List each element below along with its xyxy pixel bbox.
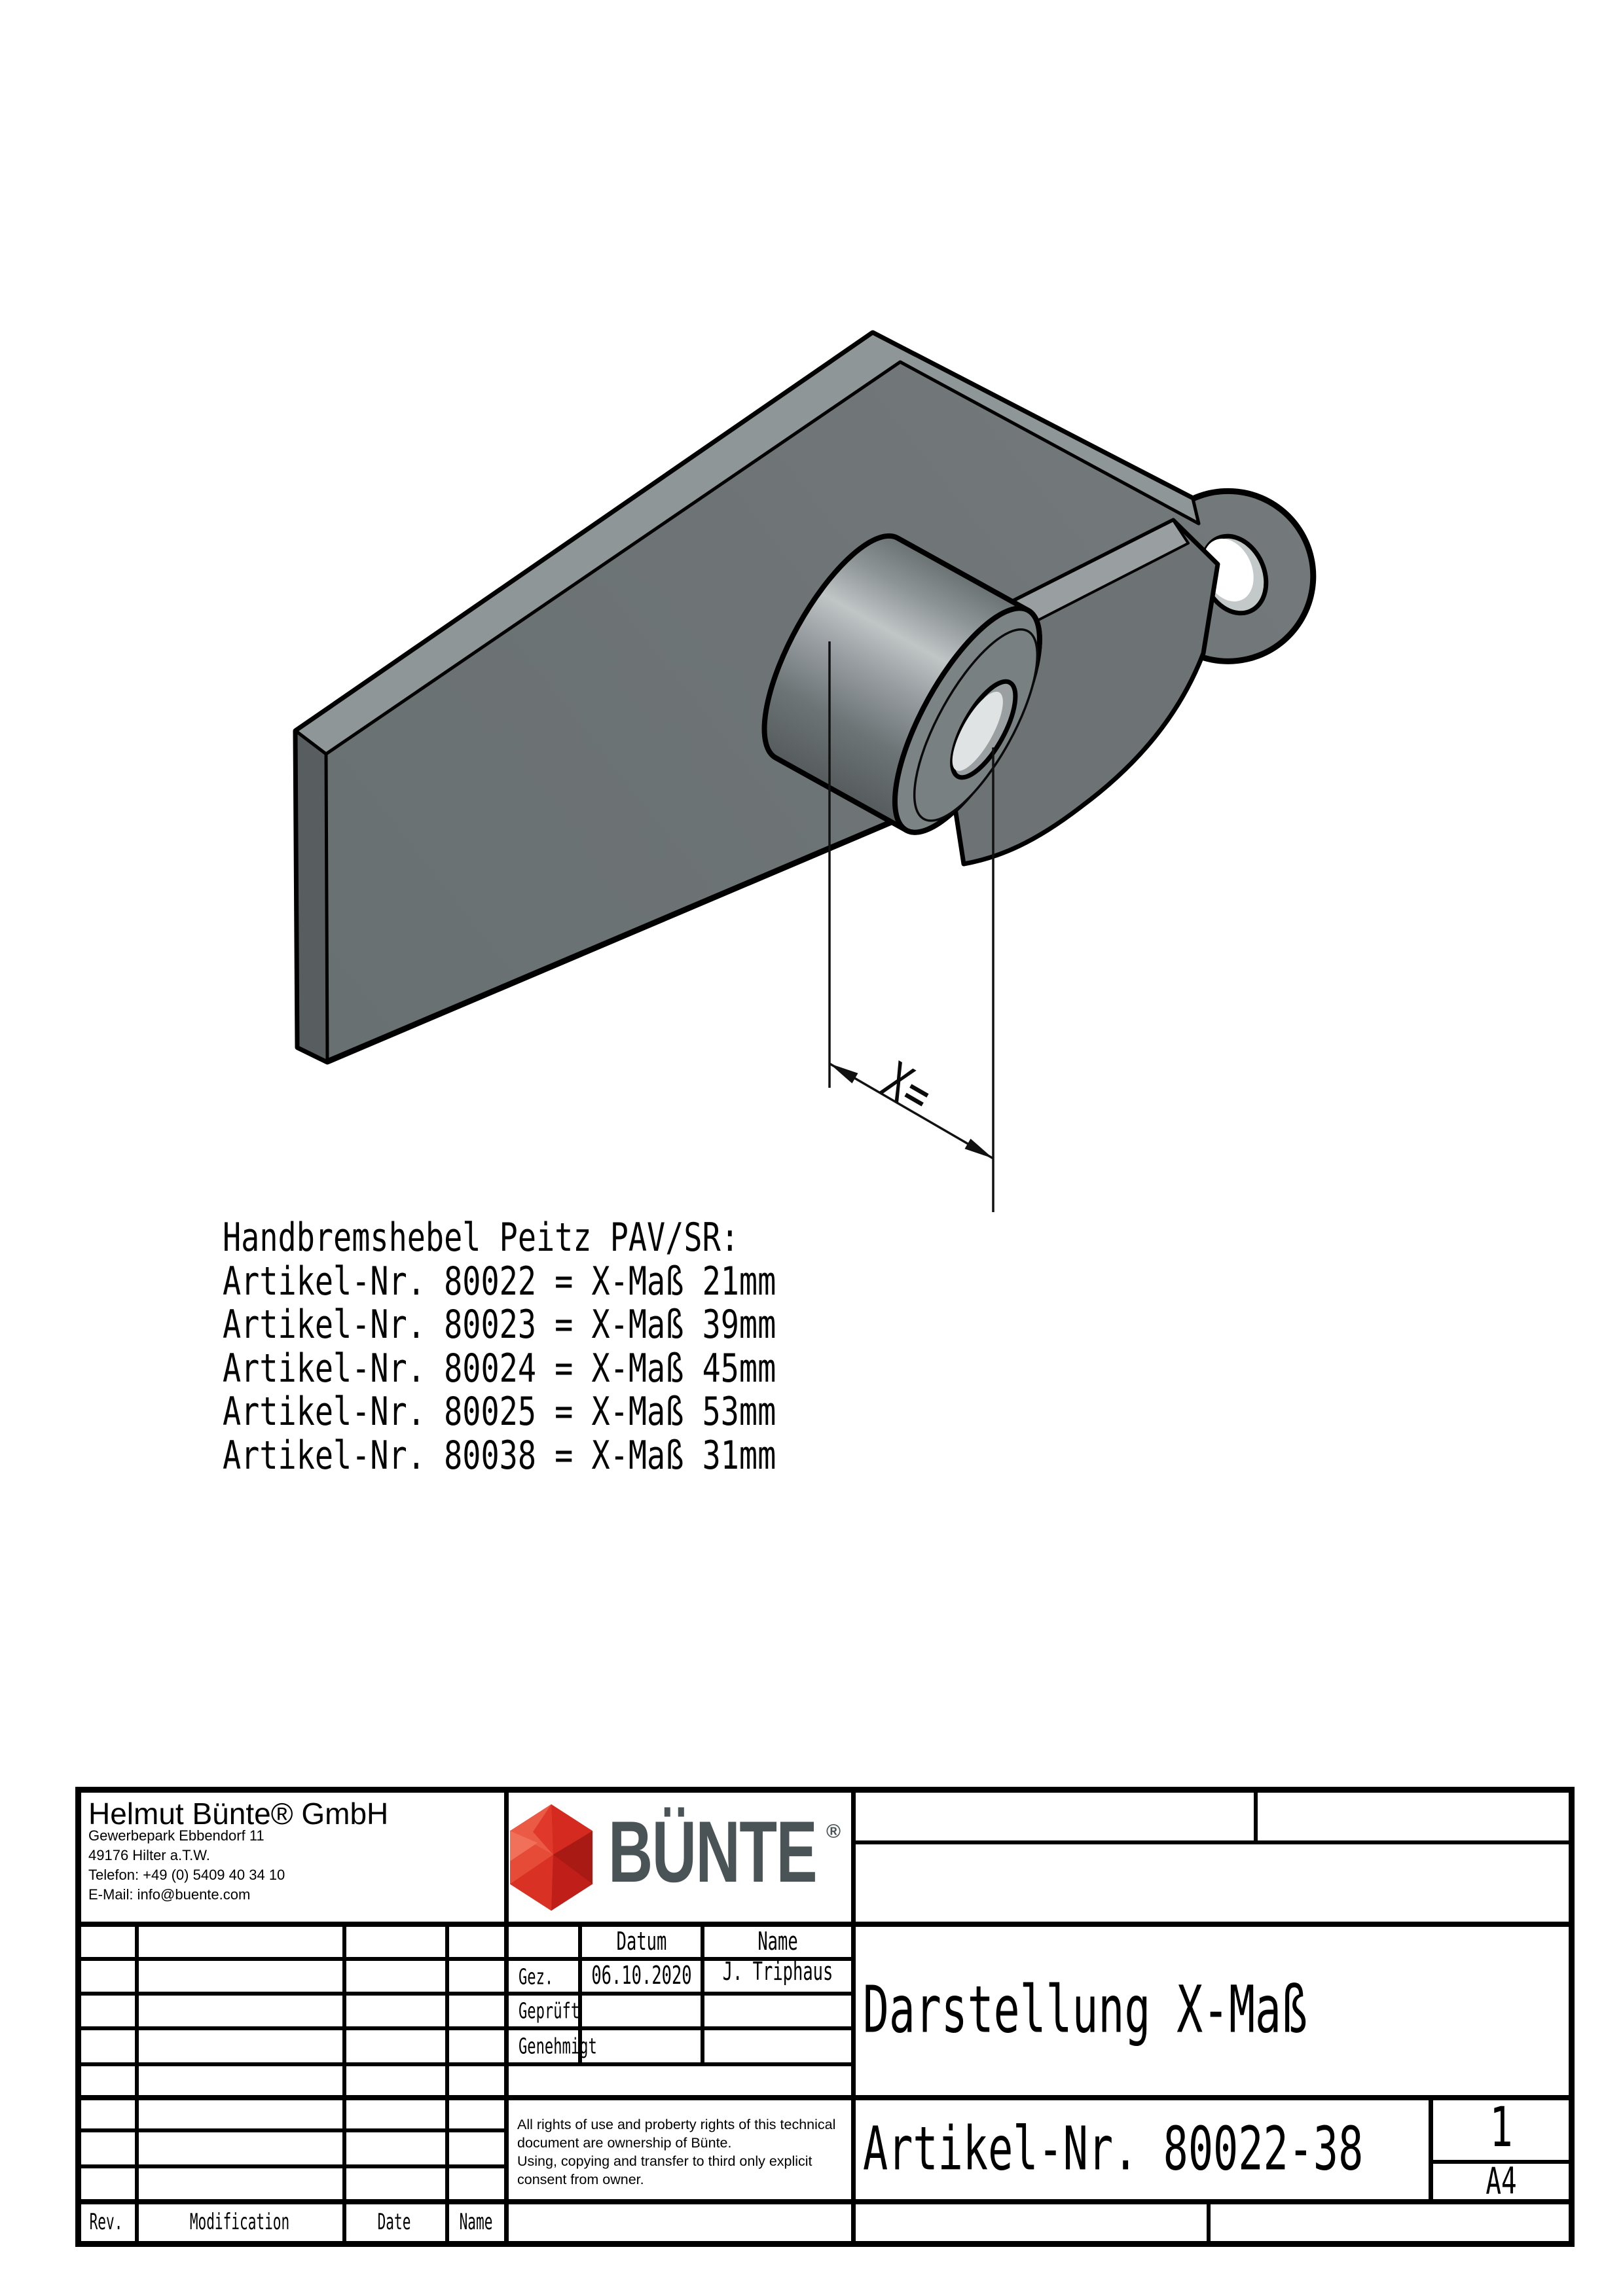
disclaimer-line: Using, copying and transfer to third only explicit	[517, 2153, 812, 2169]
tb-line	[75, 2164, 506, 2168]
article-number: Artikel-Nr. 80022-38	[863, 2113, 1364, 2184]
tb-line	[75, 2062, 856, 2066]
disclaimer-line: All rights of use and proberty rights of this technical	[517, 2117, 836, 2132]
notes-heading: Handbremshebel Peitz PAV/SR:	[223, 1215, 739, 1261]
logo-wordmark: BÜNTE	[608, 1804, 817, 1901]
company-address-line: Gewerbepark Ebbendorf 11	[88, 1827, 264, 1844]
plate-left-edge	[296, 731, 327, 1062]
dimension-arrow-right	[965, 1139, 994, 1158]
disclaimer-text	[517, 2115, 835, 2189]
approval-name: J. Triphaus	[722, 1957, 833, 1986]
tb-border-bottom	[75, 2241, 1575, 2247]
part-isometric-view	[249, 275, 1362, 1257]
rev-header-modification: Modification	[189, 2209, 290, 2235]
disclaimer-line: document are ownership of Bünte.	[517, 2135, 732, 2151]
tb-line-v	[701, 1922, 704, 2066]
col-header-name: Name	[757, 1927, 798, 1956]
approval-row-label: Geprüft	[519, 1998, 580, 2024]
tb-border-left	[75, 1787, 81, 2247]
logo-registered-mark: ®	[826, 1821, 841, 1842]
tb-line	[75, 2095, 1575, 2100]
sheet-number: 1	[1489, 2095, 1513, 2159]
drawing-title: Darstellung X-Maß	[863, 1972, 1307, 2048]
tb-line	[75, 1922, 1575, 1927]
notes-item: Artikel-Nr. 80024 = X-Maß 45mm	[223, 1345, 776, 1391]
company-email: E-Mail: info@buente.com	[88, 1886, 251, 1903]
approval-date: 06.10.2020	[591, 1961, 692, 1990]
tb-line-v	[445, 1922, 449, 2246]
col-header-datum: Datum	[616, 1927, 667, 1956]
rev-header-date: Date	[377, 2209, 411, 2235]
tb-line-v	[1429, 2095, 1433, 2203]
approval-row-label: Gez.	[519, 1964, 554, 1990]
approval-row-label: Genehmigt	[519, 2033, 597, 2059]
notes-item: Artikel-Nr. 80025 = X-Maß 53mm	[223, 1389, 776, 1435]
dimension-arrow-left	[830, 1064, 858, 1083]
tb-line-v	[1207, 2199, 1211, 2245]
tb-line	[75, 1992, 856, 1996]
notes-item: Artikel-Nr. 80038 = X-Maß 31mm	[223, 1432, 776, 1479]
disclaimer-line: consent from owner.	[517, 2172, 644, 2187]
notes-item: Artikel-Nr. 80022 = X-Maß 21mm	[223, 1258, 776, 1304]
tb-line	[75, 2128, 506, 2132]
tb-line-v	[135, 1922, 139, 2246]
tb-border-right	[1569, 1787, 1575, 2247]
rev-header-rev: Rev.	[89, 2209, 123, 2235]
dimension-label: X=	[872, 1051, 942, 1126]
tb-line	[75, 2199, 1575, 2204]
tb-line-v	[851, 1787, 856, 2245]
company-phone: Telefon: +49 (0) 5409 40 34 10	[88, 1867, 285, 1883]
rev-header-name: Name	[459, 2209, 493, 2235]
paper-format: A4	[1486, 2160, 1517, 2203]
tb-border-top	[75, 1787, 1575, 1793]
tb-line	[853, 1840, 1575, 1844]
company-name: Helmut Bünte® GmbH	[88, 1797, 389, 1831]
logo-gem-icon	[505, 1804, 597, 1911]
notes-block	[223, 1216, 776, 1477]
notes-item: Artikel-Nr. 80023 = X-Maß 39mm	[223, 1302, 776, 1348]
tb-line	[75, 2026, 856, 2030]
tb-line-v	[342, 1922, 346, 2246]
company-address-line: 49176 Hilter a.T.W.	[88, 1847, 210, 1863]
tb-line-v	[1254, 1787, 1258, 1844]
company-address	[88, 1826, 285, 1905]
